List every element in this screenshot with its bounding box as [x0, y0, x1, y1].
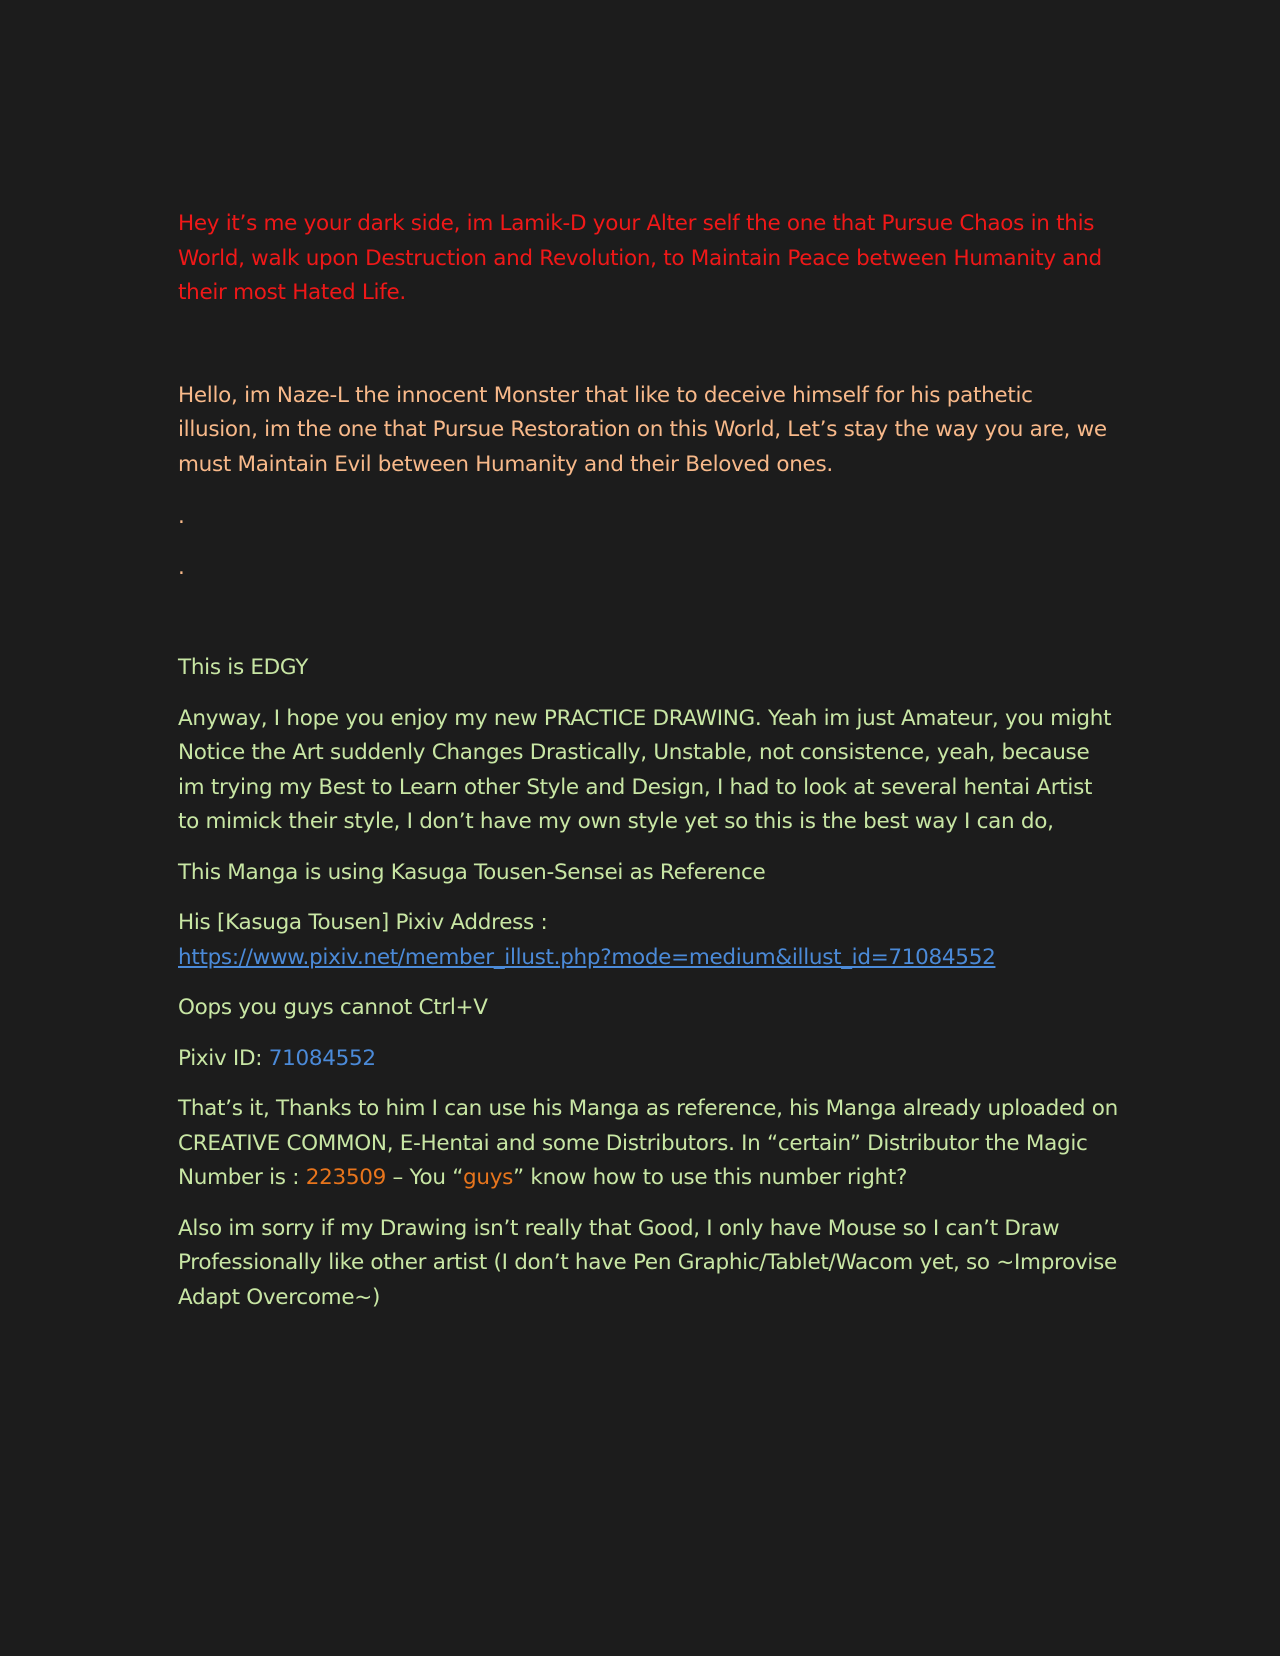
pixiv-id-line [178, 1042, 1118, 1077]
pixiv-address-label: His [Kasuga Tousen] Pixiv Address : [178, 910, 548, 935]
thanks-text-3: ” know how to use this number right? [513, 1165, 908, 1190]
dark-side-paragraph: Hey it’s me your dark side, im Lamik-D your Alter self the one that Pursue Chaos in this World, walk upon Destruction and Revolution, to Maintain Peace between Humanity and their most Hated Life. [178, 211, 1102, 305]
pixiv-address-paragraph [178, 906, 1118, 975]
document-body [178, 207, 1118, 1315]
edgy-line: This is EDGY [178, 655, 309, 680]
pixiv-id-label: Pixiv ID: [178, 1045, 269, 1071]
pixiv-id-value: 71084552 [268, 1045, 376, 1071]
separator-dot-2: . [178, 554, 185, 580]
magic-number: 223509 [305, 1165, 386, 1190]
naze-paragraph: Hello, im Naze-L the innocent Monster that like to deceive himself for his pathetic illusion, im the one that Pursue Restoration on this World, Let’s stay the way you are, we must Maintain Evil between Humanity and their Beloved ones. [178, 382, 1107, 477]
thanks-text-2: – You “ [385, 1165, 464, 1190]
thanks-paragraph [178, 1092, 1118, 1196]
pixiv-address-link[interactable]: https://www.pixiv.net/member_illust.php?mode=medium&illust_id=71084552 [178, 944, 996, 970]
guys-highlight: guys [463, 1165, 514, 1190]
thanks-text-1: That’s it, Thanks to him I can use his Manga as reference, his Manga already uploaded on CREATIVE COMMON, E-Hentai and some Distributors. In “certain” Distributor the Magic Number is : [178, 1096, 1118, 1190]
anyway-paragraph: Anyway, I hope you enjoy my new PRACTICE DRAWING. Yeah im just Amateur, you might Notice the Art suddenly Changes Drastically, Unstable, not consistence, yeah, because im trying my Best to Learn other Style and Design, I had to look at several hentai Artist to mimick their style, I don’t have my own style yet so this is the best way I can do, [178, 705, 1112, 834]
reference-line: This Manga is using Kasuga Tousen-Sensei as Reference [178, 859, 766, 885]
oops-line: Oops you guys cannot Ctrl+V [178, 995, 488, 1020]
separator-dot-1: . [178, 504, 185, 529]
apology-paragraph: Also im sorry if my Drawing isn’t really that Good, I only have Mouse so I can’t Draw Professionally like other artist (I don’t have Pen Graphic/Tablet/Wacom yet, so ~Improvise Adapt Overcome~) [178, 1215, 1117, 1310]
